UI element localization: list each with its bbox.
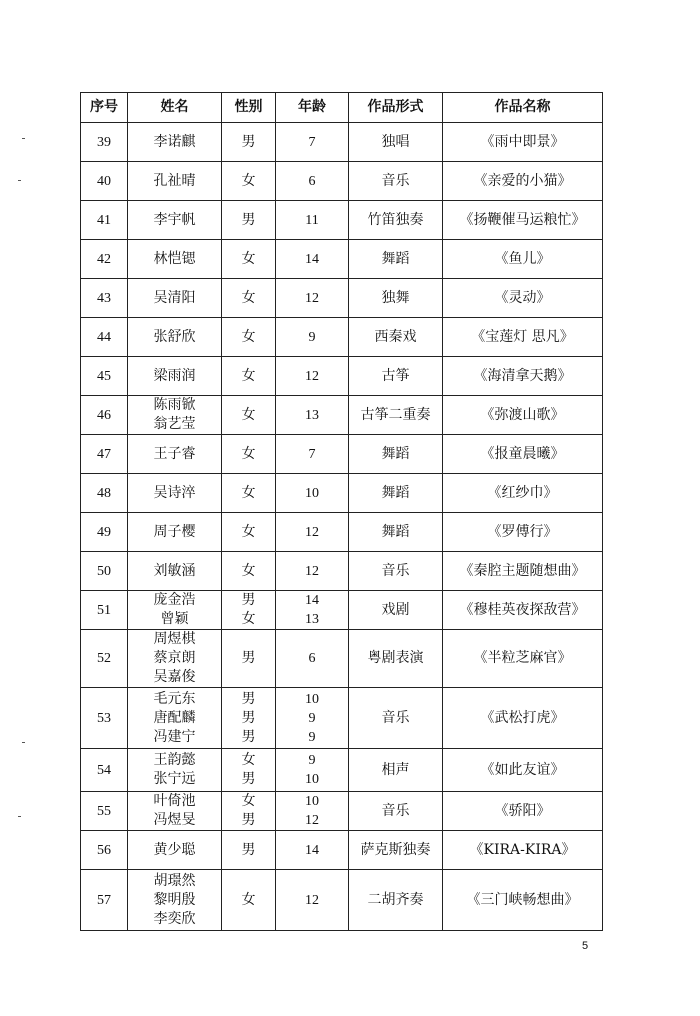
- performance-form: 舞蹈: [349, 435, 443, 474]
- table-row: [81, 591, 603, 630]
- participant-ages-line: 10: [305, 794, 319, 809]
- work-title: 《扬鞭催马运粮忙》: [443, 201, 603, 240]
- row-number: 57: [81, 870, 128, 931]
- table-row: [81, 396, 603, 435]
- roster-table: [80, 92, 603, 931]
- participant-names-line: 李奕欣: [153, 910, 196, 927]
- participant-genders: [222, 357, 276, 396]
- table-row: [81, 870, 603, 931]
- work-title: 《罗傅行》: [443, 513, 603, 552]
- header-form: 作品形式: [349, 93, 443, 123]
- participant-ages: [276, 591, 349, 630]
- participant-names-line: 唐配麟: [153, 709, 196, 726]
- participant-ages-line: 12: [305, 368, 319, 384]
- table-row: [81, 552, 603, 591]
- header-age: 年龄: [276, 93, 349, 123]
- participant-ages: [276, 279, 349, 318]
- participant-names: [128, 688, 222, 749]
- participant-genders-line: 男: [241, 133, 256, 150]
- participant-ages: [276, 513, 349, 552]
- participant-genders-line: 女: [241, 289, 256, 306]
- row-number: 52: [81, 630, 128, 688]
- participant-genders-line: 男: [241, 592, 256, 608]
- participant-genders-line: 男: [241, 709, 256, 726]
- participant-names: [128, 513, 222, 552]
- participant-names-line: 蔡京朗: [153, 650, 196, 666]
- work-title: 《宝莲灯 思凡》: [443, 318, 603, 357]
- participant-names-line: 叶倚池: [153, 793, 196, 809]
- scan-mark: [18, 816, 21, 817]
- work-title: 《红纱巾》: [443, 474, 603, 513]
- participant-ages-line: 10: [305, 485, 319, 501]
- participant-names-line: 吴清阳: [153, 289, 196, 306]
- participant-names-line: 冯建宁: [153, 728, 196, 745]
- participant-ages-line: 13: [305, 407, 319, 423]
- participant-names-line: 张舒欣: [153, 328, 196, 345]
- participant-ages-line: 12: [305, 563, 319, 579]
- participant-genders: [222, 870, 276, 931]
- performance-form: 音乐: [349, 552, 443, 591]
- row-number: 48: [81, 474, 128, 513]
- participant-genders-line: 女: [241, 562, 256, 579]
- participant-ages-line: 9: [308, 329, 316, 345]
- row-number: 45: [81, 357, 128, 396]
- participant-names-line: 胡璟然: [153, 872, 196, 889]
- participant-genders: [222, 318, 276, 357]
- participant-names: [128, 435, 222, 474]
- participant-genders-line: 女: [241, 484, 256, 501]
- row-number: 55: [81, 792, 128, 831]
- table-row: [81, 318, 603, 357]
- row-number: 56: [81, 831, 128, 870]
- participant-genders: [222, 749, 276, 792]
- participant-names: [128, 831, 222, 870]
- participant-ages: [276, 792, 349, 831]
- work-title: 《三门峡畅想曲》: [443, 870, 603, 931]
- participant-ages-line: 12: [305, 892, 319, 908]
- participant-ages-line: 14: [305, 251, 319, 267]
- table-row: [81, 201, 603, 240]
- participant-genders-line: 女: [241, 793, 256, 809]
- table-row: [81, 162, 603, 201]
- scan-mark: [18, 180, 21, 181]
- participant-ages: [276, 688, 349, 749]
- participant-ages-line: 10: [305, 772, 319, 787]
- row-number: 54: [81, 749, 128, 792]
- row-number: 40: [81, 162, 128, 201]
- participant-names-line: 张宁远: [153, 771, 196, 787]
- participant-names: [128, 474, 222, 513]
- participant-names-line: 曾颖: [160, 611, 189, 627]
- performance-form: 竹笛独奏: [349, 201, 443, 240]
- participant-ages: [276, 318, 349, 357]
- participant-genders: [222, 162, 276, 201]
- participant-ages-line: 10: [305, 691, 319, 707]
- participant-ages: [276, 201, 349, 240]
- participant-genders: [222, 591, 276, 630]
- row-number: 51: [81, 591, 128, 630]
- page-number: 5: [582, 940, 589, 952]
- participant-genders-line: 男: [241, 650, 256, 666]
- performance-form: 舞蹈: [349, 474, 443, 513]
- participant-genders: [222, 552, 276, 591]
- participant-genders: [222, 201, 276, 240]
- performance-form: 音乐: [349, 688, 443, 749]
- row-number: 42: [81, 240, 128, 279]
- participant-ages: [276, 474, 349, 513]
- participant-genders-line: 女: [241, 172, 256, 189]
- participant-names: [128, 279, 222, 318]
- participant-genders: [222, 396, 276, 435]
- participant-ages-line: 14: [305, 842, 319, 858]
- participant-names-line: 毛元东: [153, 690, 196, 707]
- work-title: 《骄阳》: [443, 792, 603, 831]
- participant-genders-line: 女: [241, 445, 256, 462]
- participant-names-line: 陈雨锨: [153, 397, 196, 413]
- participant-genders-line: 男: [241, 728, 256, 745]
- participant-genders-line: 女: [241, 752, 256, 768]
- work-title: 《灵动》: [443, 279, 603, 318]
- participant-ages: [276, 630, 349, 688]
- performance-form: 萨克斯独奏: [349, 831, 443, 870]
- table-row: [81, 123, 603, 162]
- table-row: [81, 357, 603, 396]
- participant-names: [128, 162, 222, 201]
- table-row: [81, 688, 603, 749]
- table-row: [81, 831, 603, 870]
- header-row: [81, 93, 603, 123]
- work-title: 《秦腔主题随想曲》: [443, 552, 603, 591]
- row-number: 44: [81, 318, 128, 357]
- participant-ages-line: 11: [305, 212, 319, 228]
- performance-form: 音乐: [349, 162, 443, 201]
- participant-names-line: 庞金浩: [153, 592, 196, 608]
- participant-genders-line: 女: [241, 523, 256, 540]
- participant-genders: [222, 279, 276, 318]
- participant-genders: [222, 240, 276, 279]
- participant-ages-line: 12: [305, 290, 319, 306]
- participant-genders-line: 女: [241, 250, 256, 267]
- participant-names: [128, 357, 222, 396]
- table-row: [81, 279, 603, 318]
- performance-form: 独舞: [349, 279, 443, 318]
- participant-names: [128, 591, 222, 630]
- work-title: 《弥渡山歌》: [443, 396, 603, 435]
- participant-genders-line: 男: [241, 812, 256, 828]
- participant-names-line: 吴嘉俊: [153, 669, 196, 685]
- work-title: 《半粒芝麻官》: [443, 630, 603, 688]
- participant-genders: [222, 831, 276, 870]
- header-title: 作品名称: [443, 93, 603, 123]
- participant-ages: [276, 240, 349, 279]
- row-number: 39: [81, 123, 128, 162]
- header-gender: 性别: [222, 93, 276, 123]
- participant-names-line: 黄少聪: [153, 841, 196, 858]
- participant-genders: [222, 792, 276, 831]
- participant-names-line: 李宇帆: [153, 211, 196, 228]
- participant-ages: [276, 123, 349, 162]
- participant-names-line: 黎明殷: [153, 891, 196, 908]
- table-row: [81, 474, 603, 513]
- table-row: [81, 792, 603, 831]
- participant-names: [128, 552, 222, 591]
- row-number: 49: [81, 513, 128, 552]
- participant-names: [128, 630, 222, 688]
- participant-names-line: 翁艺莹: [153, 416, 196, 432]
- participant-names: [128, 792, 222, 831]
- participant-ages-line: 13: [305, 612, 319, 627]
- performance-form: 古筝: [349, 357, 443, 396]
- work-title: 《KIRA-KIRA》: [443, 831, 603, 870]
- participant-ages-line: 9: [308, 729, 316, 745]
- participant-names-line: 林恺锶: [153, 250, 196, 267]
- header-name: 姓名: [128, 93, 222, 123]
- participant-genders-line: 女: [241, 406, 256, 423]
- performance-form: 古筝二重奏: [349, 396, 443, 435]
- work-title: 《雨中即景》: [443, 123, 603, 162]
- performance-form: 二胡齐奏: [349, 870, 443, 931]
- participant-genders: [222, 474, 276, 513]
- participant-genders-line: 女: [241, 611, 256, 627]
- participant-ages-line: 9: [308, 710, 316, 726]
- participant-names-line: 李诺麒: [153, 133, 196, 150]
- row-number: 41: [81, 201, 128, 240]
- participant-ages: [276, 831, 349, 870]
- participant-ages: [276, 552, 349, 591]
- participant-names: [128, 240, 222, 279]
- work-title: 《亲爱的小猫》: [443, 162, 603, 201]
- work-title: 《海清拿天鹅》: [443, 357, 603, 396]
- participant-ages-line: 14: [305, 593, 319, 608]
- performance-form: 粤剧表演: [349, 630, 443, 688]
- table-row: [81, 435, 603, 474]
- work-title: 《鱼儿》: [443, 240, 603, 279]
- row-number: 47: [81, 435, 128, 474]
- participant-genders-line: 女: [241, 328, 256, 345]
- participant-genders-line: 男: [241, 690, 256, 707]
- participant-genders-line: 男: [241, 771, 256, 787]
- participant-ages: [276, 870, 349, 931]
- participant-ages: [276, 435, 349, 474]
- participant-names-line: 梁雨润: [153, 367, 196, 384]
- participant-ages: [276, 357, 349, 396]
- participant-names: [128, 396, 222, 435]
- performance-form: 舞蹈: [349, 240, 443, 279]
- participant-ages-line: 9: [308, 753, 316, 768]
- participant-names: [128, 123, 222, 162]
- participant-names-line: 周子樱: [153, 523, 196, 540]
- participant-genders-line: 男: [241, 211, 256, 228]
- table-row: [81, 240, 603, 279]
- participant-names-line: 吴诗淬: [153, 484, 196, 501]
- performance-form: 音乐: [349, 792, 443, 831]
- work-title: 《武松打虎》: [443, 688, 603, 749]
- performance-form: 独唱: [349, 123, 443, 162]
- performance-form: 相声: [349, 749, 443, 792]
- participant-names: [128, 870, 222, 931]
- participant-names-line: 孔祉晴: [153, 172, 196, 189]
- participant-names-line: 冯煜旻: [153, 812, 196, 828]
- work-title: 《穆桂英夜探敌营》: [443, 591, 603, 630]
- work-title: 《如此友谊》: [443, 749, 603, 792]
- participant-names-line: 王韵懿: [153, 752, 196, 768]
- participant-names-line: 周煜棋: [153, 631, 196, 647]
- participant-ages-line: 6: [308, 173, 316, 189]
- participant-genders-line: 女: [241, 891, 256, 908]
- performance-form: 西秦戏: [349, 318, 443, 357]
- participant-names-line: 刘敏涵: [153, 562, 196, 579]
- performance-form: 舞蹈: [349, 513, 443, 552]
- row-number: 50: [81, 552, 128, 591]
- participant-names: [128, 318, 222, 357]
- scan-mark: [22, 138, 25, 139]
- participant-ages-line: 12: [305, 813, 319, 828]
- row-number: 46: [81, 396, 128, 435]
- participant-genders-line: 女: [241, 367, 256, 384]
- table-row: [81, 749, 603, 792]
- row-number: 43: [81, 279, 128, 318]
- participant-ages-line: 12: [305, 524, 319, 540]
- participant-genders: [222, 513, 276, 552]
- participant-ages: [276, 396, 349, 435]
- participant-names: [128, 749, 222, 792]
- scan-mark: [22, 742, 25, 743]
- table-row: [81, 513, 603, 552]
- participant-genders: [222, 688, 276, 749]
- participant-ages-line: 7: [308, 446, 316, 462]
- participant-names: [128, 201, 222, 240]
- header-number: 序号: [81, 93, 128, 123]
- participant-genders-line: 男: [241, 841, 256, 858]
- participant-genders: [222, 630, 276, 688]
- participant-genders: [222, 435, 276, 474]
- participant-names-line: 王子睿: [153, 445, 196, 462]
- work-title: 《报童晨曦》: [443, 435, 603, 474]
- performance-form: 戏剧: [349, 591, 443, 630]
- participant-genders: [222, 123, 276, 162]
- participant-ages: [276, 749, 349, 792]
- participant-ages: [276, 162, 349, 201]
- row-number: 53: [81, 688, 128, 749]
- table-row: [81, 630, 603, 688]
- participant-ages-line: 6: [308, 651, 316, 666]
- participant-ages-line: 7: [308, 134, 316, 150]
